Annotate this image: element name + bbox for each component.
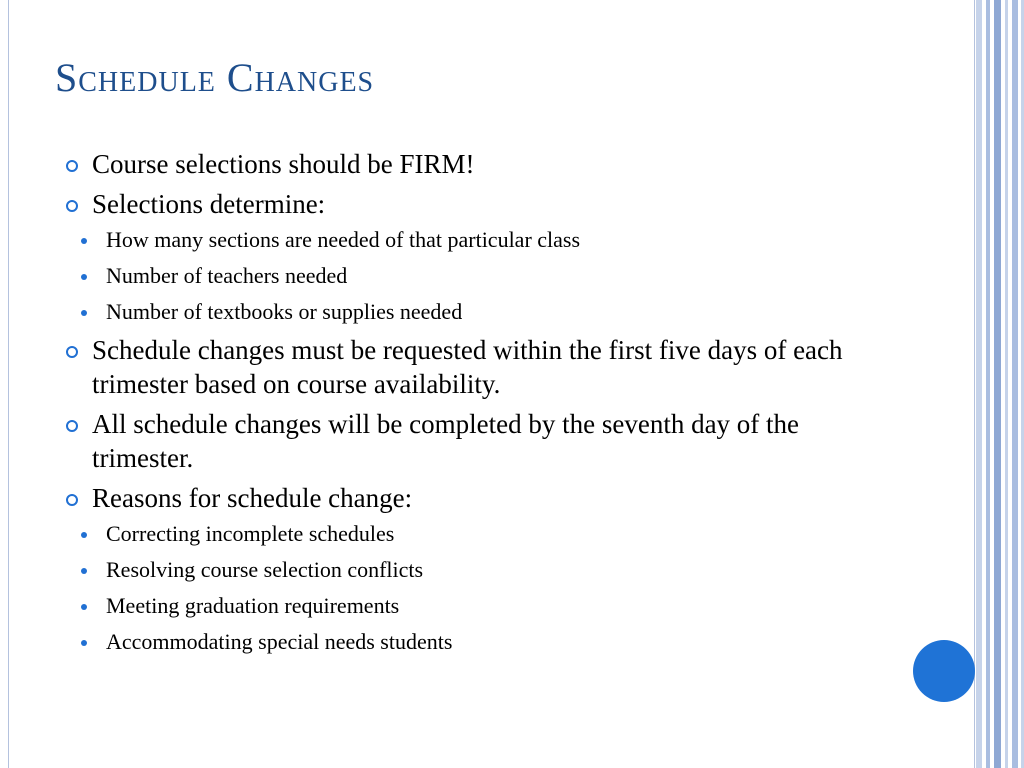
stripe xyxy=(994,0,1001,768)
sub-bullet-list xyxy=(78,519,894,657)
stripe xyxy=(986,0,990,768)
sub-bullet-item xyxy=(78,591,894,621)
bullet-text: Reasons for schedule change: xyxy=(92,483,413,513)
bullet-text: All schedule changes will be completed by the seventh day of the trimester. xyxy=(92,409,800,473)
stripe xyxy=(976,0,982,768)
ring-bullet-icon xyxy=(66,420,78,432)
sub-bullet-item xyxy=(78,627,894,657)
bullet-item xyxy=(64,147,894,181)
dot-bullet-icon xyxy=(81,640,87,646)
sub-bullet-text: Meeting graduation requirements xyxy=(106,593,400,618)
sub-bullet-text: Number of textbooks or supplies needed xyxy=(106,299,463,324)
bullet-text: Course selections should be FIRM! xyxy=(92,149,475,179)
bullet-list xyxy=(64,147,894,663)
ring-bullet-icon xyxy=(66,160,78,172)
sub-bullet-text: Correcting incomplete schedules xyxy=(106,521,395,546)
sub-bullet-item xyxy=(78,261,894,291)
bullet-item xyxy=(64,187,894,327)
stripe xyxy=(1005,0,1008,768)
dot-bullet-icon xyxy=(81,238,87,244)
slide-title: Schedule Changes xyxy=(55,55,375,100)
ring-bullet-icon xyxy=(66,346,78,358)
bullet-item xyxy=(64,481,894,657)
dot-bullet-icon xyxy=(81,568,87,574)
ring-bullet-icon xyxy=(66,200,78,212)
dot-bullet-icon xyxy=(81,310,87,316)
dot-bullet-icon xyxy=(81,274,87,280)
decorative-stripes xyxy=(976,0,1024,768)
stripe xyxy=(1012,0,1018,768)
sub-bullet-item xyxy=(78,519,894,549)
sub-bullet-list xyxy=(78,225,894,327)
dot-bullet-icon xyxy=(81,532,87,538)
ring-bullet-icon xyxy=(66,494,78,506)
sub-bullet-item xyxy=(78,297,894,327)
dot-bullet-icon xyxy=(81,604,87,610)
decorative-circle xyxy=(913,640,975,702)
sub-bullet-item xyxy=(78,225,894,255)
bullet-item xyxy=(64,407,894,475)
bullet-item xyxy=(64,333,894,401)
sub-bullet-item xyxy=(78,555,894,585)
sub-bullet-text: Number of teachers needed xyxy=(106,263,348,288)
sub-bullet-text: Accommodating special needs students xyxy=(106,629,453,654)
bullet-text: Schedule changes must be requested within the first five days of each trimester based on course availability. xyxy=(92,335,843,399)
sub-bullet-text: How many sections are needed of that particular class xyxy=(106,227,581,252)
sub-bullet-text: Resolving course selection conflicts xyxy=(106,557,424,582)
bullet-text: Selections determine: xyxy=(92,189,326,219)
